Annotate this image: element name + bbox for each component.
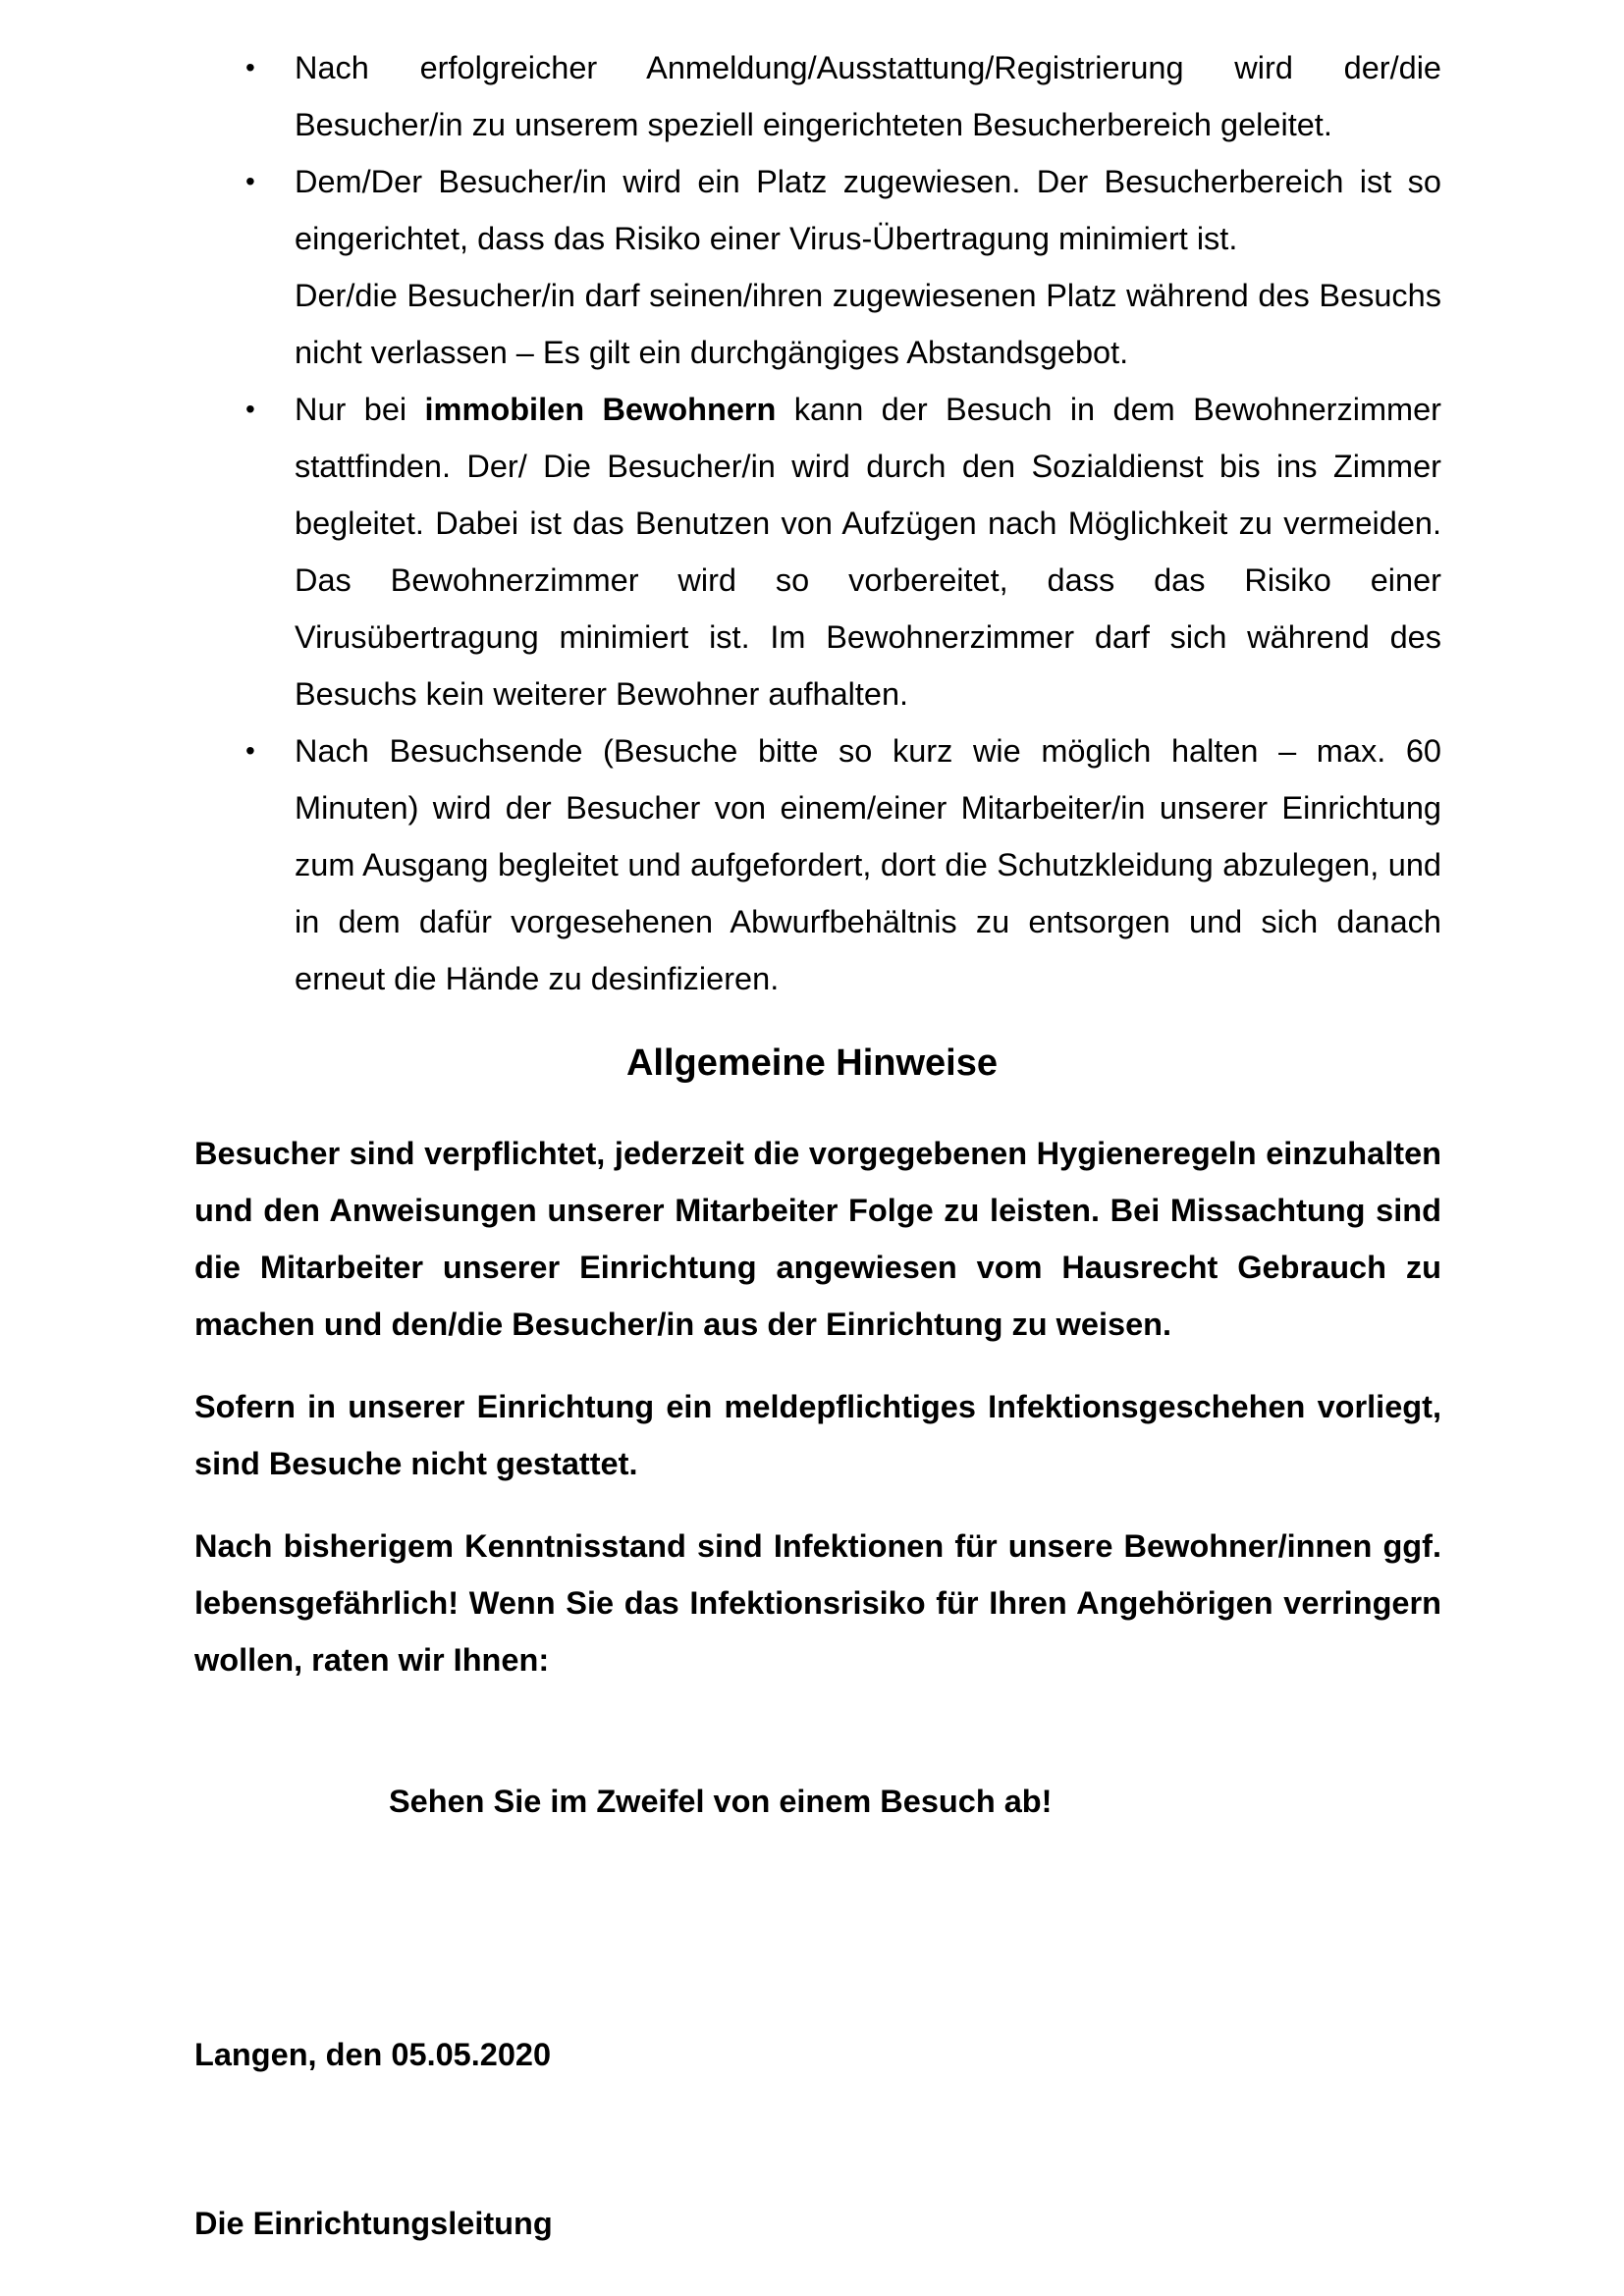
bullet-dot-icon: • [245,394,255,424]
bullet-dot-icon: • [245,52,255,82]
emphasis-text: immobilen Bewohnern [424,392,777,427]
body-text: Nach erfolgreicher Anmeldung/Ausstattung/Registrierung wird der/die Besucher/in zu unserem speziell eingerichteten Besucherbereich geleitet. [295,50,1441,142]
body-text: Dem/Der Besucher/in wird ein Platz zugewiesen. Der Besucherbereich ist so eingerichtet, dass das Risiko einer Virus-Übertragung minimiert ist. [295,164,1441,256]
body-text: Nach Besuchsende (Besuche bitte so kurz wie möglich halten – max. 60 Minuten) wird der Besucher von einem/einer Mitarbeiter/in unserer Einrichtung zum Ausgang begleitet und aufgefordert, dort die Schutzkleidung abzulegen, und in dem dafür vorgesehenen Abwurfbehältnis zu entsorgen und sich danach erneut die Hände zu desinfizieren. [295,733,1441,996]
section-heading: Allgemeine Hinweise [625,1042,998,1084]
body-text: kann der Besuch in dem Bewohnerzimmer stattfinden. Der/ Die Besucher/in wird durch den Sozialdienst bis ins Zimmer begleitet. Dabei ist das Benutzen von Aufzügen nach Möglichkeit zu vermeiden. Das Bewohnerzimmer wird so vorbereitet, dass das Risiko einer Virusübertragung minimiert ist. Im Bewohnerzimmer darf sich während des Besuchs kein weiterer Bewohner aufhalten. [295,392,1441,712]
bullet-paragraph [295,722,1441,1007]
bullet-dot-icon: • [245,166,255,196]
place-date: Langen, den 05.05.2020 [194,2037,552,2072]
note-paragraph: Nach bisherigem Kenntnisstand sind Infektionen für unsere Bewohner/innen ggf. lebensgefährlich! Wenn Sie das Infektionsrisiko für Ihren Angehörigen verringern wollen, raten wir Ihnen: [194,1528,1441,1678]
bullet-list [244,39,1441,1007]
bullet-paragraph [295,153,1441,267]
bullet-paragraph [295,39,1441,153]
bullet-item [244,722,1441,1007]
bullet-item [244,153,1441,381]
bullet-paragraph [295,381,1441,722]
general-notes [194,1125,1441,1714]
bullet-paragraph [295,267,1441,381]
note-paragraph: Sofern in unserer Einrichtung ein meldepflichtiges Infektionsgeschehen vorliegt, sind Besuche nicht gestattet. [194,1389,1441,1481]
signature-name: Die Einrichtungsleitung [194,2206,553,2241]
note-paragraph: Besucher sind verpflichtet, jederzeit die vorgegebenen Hygieneregeln einzuhalten und den Anweisungen unserer Mitarbeiter Folge zu leisten. Bei Missachtung sind die Mitarbeiter unserer Einrichtung angewiesen vom Hausrecht Gebrauch zu machen und den/die Besucher/in aus der Einrichtung zu weisen. [194,1136,1441,1342]
closing-advice: Sehen Sie im Zweifel von einem Besuch ab! [389,1784,1053,1819]
bullet-dot-icon: • [245,735,255,766]
bullet-item [244,381,1441,722]
body-text: Der/die Besucher/in darf seinen/ihren zugewiesenen Platz während des Besuchs nicht verlassen – Es gilt ein durchgängiges Abstandsgebot. [295,278,1441,370]
body-text: Nur bei [295,392,425,427]
bullet-item [244,39,1441,153]
